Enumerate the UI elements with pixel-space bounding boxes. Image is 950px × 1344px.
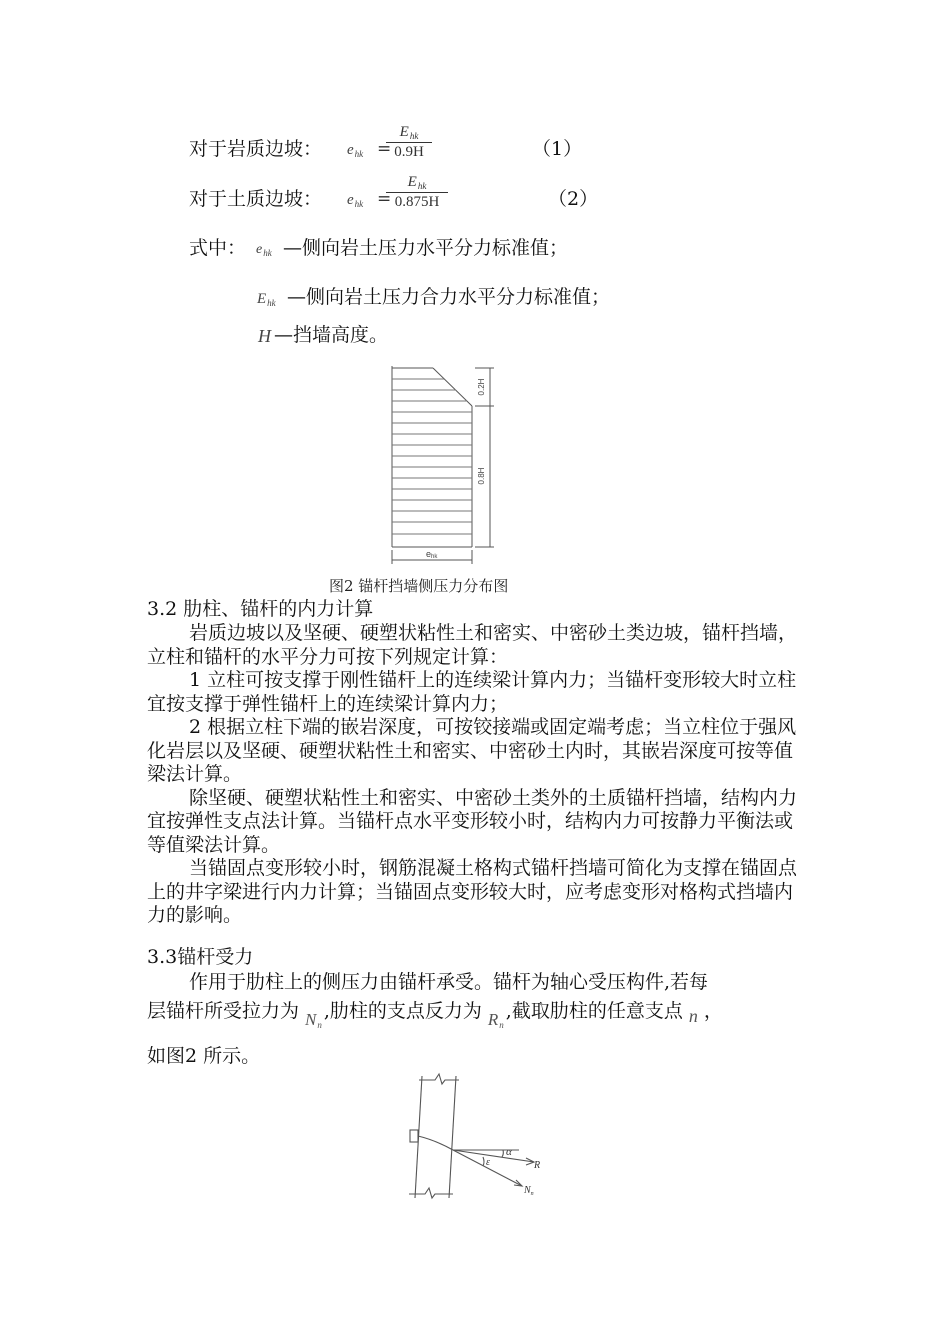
- legend-E-description: —侧向岩土压力合力水平分力标准值；: [287, 286, 611, 308]
- paragraph: 2 根据立柱下端的嵌岩深度，可按铰接端或固定端考虑；当立柱位于强风化岩层以及坚硬、硬塑状粘性土和密实、中密砂土内时，其嵌岩深度可按等值梁法计算。: [147, 716, 797, 785]
- label-0-8H: 0.8H: [477, 467, 486, 485]
- formula-soil-lhs: $e_{hk}$: [347, 192, 364, 209]
- figure-caption: 图2 锚杆挡墙侧压力分布图: [329, 577, 509, 595]
- angle-eps-arc: [483, 1157, 484, 1166]
- label-alpha: α: [506, 1146, 512, 1158]
- label-0-2H: 0.2H: [477, 378, 486, 396]
- var-N: $N_n$: [305, 1010, 322, 1030]
- anchor-plate: [410, 1130, 418, 1142]
- paragraph: 1 立柱可按支撑于刚性锚杆上的连续梁计算内力；当锚杆变形较大时立柱宜按支撑于弹性锚杆上的连续梁计算内力；: [147, 669, 797, 715]
- legend-H-symbol: H: [258, 326, 271, 346]
- paragraph-line: 层锚杆所受拉力为 $N_n$,肋柱的支点反力为 $R_n$,截取肋柱的任意支点 n ，: [147, 1000, 723, 1030]
- angle-alpha-arc: [502, 1150, 503, 1157]
- paragraph-line: 作用于肋柱上的侧压力由锚杆承受。锚杆为轴心受压构件,若每: [189, 971, 709, 993]
- section-3-2-body: [147, 622, 809, 928]
- legend-e-symbol: $e_{hk}$: [256, 242, 272, 258]
- paragraph: 除坚硬、硬塑状粘性土和密实、中密砂土类外的土质锚杆挡墙，结构内力宜按弹性支点法计算。当锚杆点水平变形较小时，结构内力可按静力平衡法或等值梁法计算。: [147, 786, 798, 856]
- slope-edge: [433, 368, 472, 406]
- formula-soil-label: 对于土质边坡：: [189, 188, 323, 210]
- anchor-force-diagram: [395, 1068, 555, 1208]
- legend-H-description: —挡墙高度。: [274, 324, 389, 346]
- var-n: n: [688, 1006, 698, 1026]
- hatch-lines: [392, 379, 472, 534]
- formula-soil-number: （2）: [548, 188, 599, 210]
- break-line-top: [419, 1074, 459, 1084]
- formula-rock-equals: =: [377, 139, 392, 159]
- formula-rock-fraction: $E_{hk}$ 0.9H: [386, 124, 432, 161]
- section-heading-3-3: 3.3锚杆受力: [147, 946, 254, 968]
- formula-soil-fraction: $E_{hk}$ 0.875H: [386, 174, 448, 211]
- legend-E-symbol: $E_{hk}$: [257, 291, 276, 308]
- formula-rock-number: （1）: [532, 138, 583, 160]
- label-Nn: $N_n$: [524, 1185, 534, 1197]
- rib-column-right: [449, 1076, 456, 1198]
- paragraph-line: 如图2 所示。: [147, 1045, 261, 1067]
- legend-e-description: —侧向岩土压力水平分力标准值；: [283, 237, 569, 259]
- formula-rock-lhs: $e_{hk}$: [347, 142, 364, 159]
- formula-soil-equals: =: [377, 189, 392, 209]
- label-epsilon: ε: [486, 1157, 490, 1168]
- paragraph: 当锚固点变形较小时，钢筋混凝土格构式锚杆挡墙可简化为支撑在锚固点上的井字梁进行内力计算；当锚固点变形较大时，应考虑变形对格构式挡墙内力的影响。: [147, 857, 798, 926]
- paragraph: 岩质边坡以及坚硬、硬塑状粘性土和密实、中密砂土类边坡，锚杆挡墙，立柱和锚杆的水平分力可按下列规定计算：: [147, 622, 798, 668]
- section-heading-3-2: 3.2 肋柱、锚杆的内力计算: [147, 598, 374, 620]
- pressure-distribution-diagram: [380, 364, 510, 574]
- label-ehk: ehk: [426, 549, 438, 560]
- anchor-rod: [418, 1136, 453, 1150]
- legend-prefix: 式中：: [189, 237, 247, 259]
- var-R: $R_n$: [487, 1010, 504, 1030]
- formula-rock-label: 对于岩质边坡：: [189, 138, 323, 160]
- label-R: R: [534, 1160, 541, 1171]
